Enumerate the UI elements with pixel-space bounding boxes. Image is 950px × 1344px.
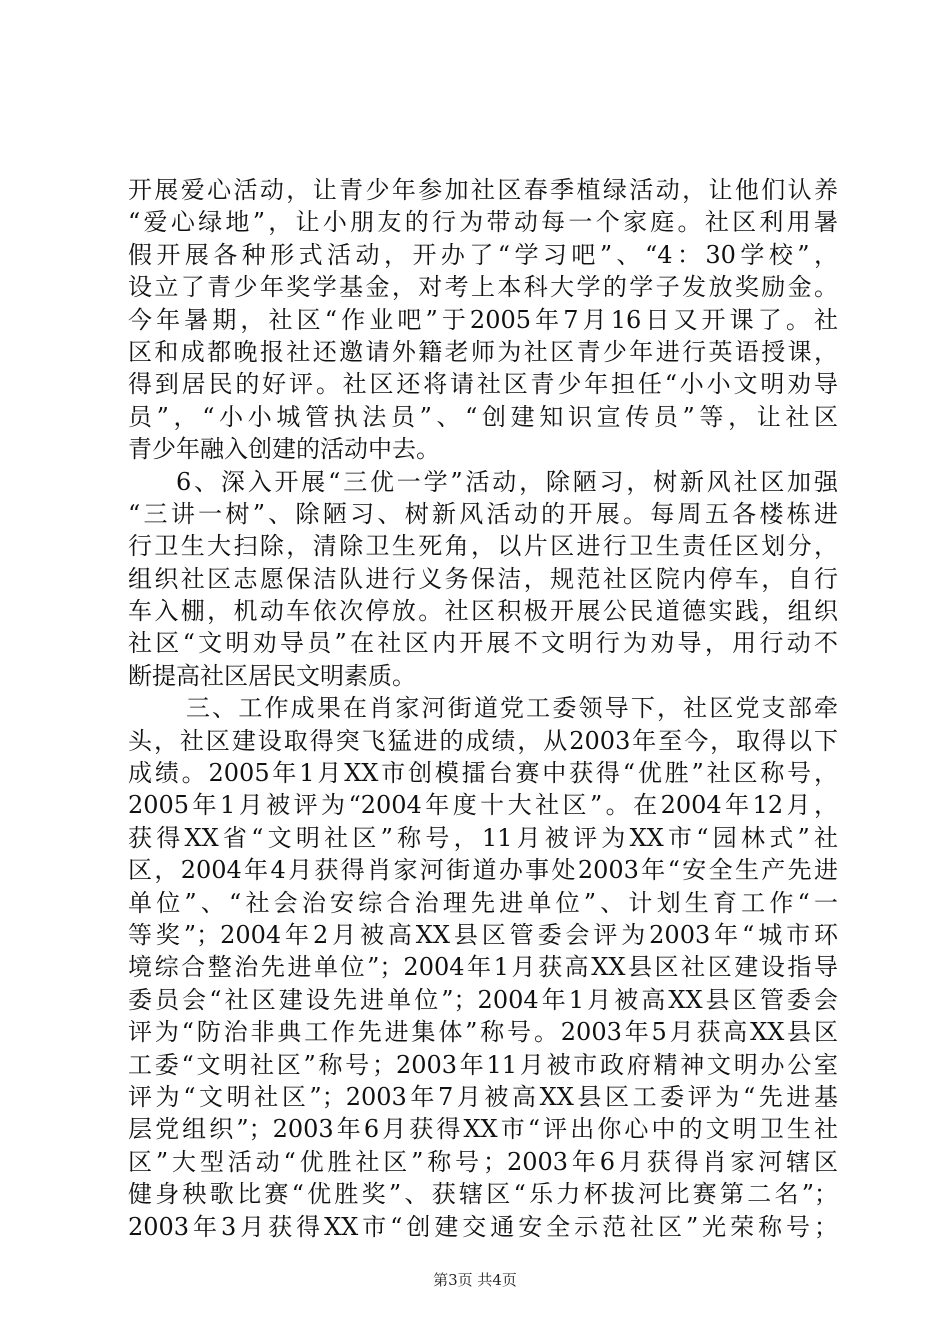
text-line: 层党组织”；2003年6月获得XX市“评出你心中的文明卫生社 — [128, 1115, 838, 1144]
text-line: 获得XX省“文明社区”称号，11月被评为XX市“园林式”社 — [128, 823, 838, 852]
text-line: 得到居民的好评。社区还将请社区青少年担任“小小文明劝导 — [128, 370, 838, 399]
text-line: 成绩。2005年1月XX市创模擂台赛中获得“优胜”社区称号， — [128, 759, 838, 788]
text-line: “爱心绿地”，让小朋友的行为带动每一个家庭。社区利用暑 — [128, 208, 838, 237]
text-line: 2005年1月被评为“2004年度十大社区”。在2004年12月， — [128, 791, 838, 820]
text-line: 今年暑期，社区“作业吧”于2005年7月16日又开课了。社 — [128, 305, 838, 334]
text-line: 组织社区志愿保洁队进行义务保洁，规范社区院内停车，自行 — [128, 564, 838, 593]
text-line: 委员会“社区建设先进单位”；2004年1月被高XX县区管委会 — [128, 985, 838, 1014]
text-line: 区”大型活动“优胜社区”称号；2003年6月获得肖家河辖区 — [128, 1147, 838, 1176]
text-line: 区，2004年4月获得肖家河街道办事处2003年“安全生产先进 — [128, 856, 838, 885]
paragraph-start-line: 三、工作成果在肖家河街道党工委领导下，社区党支部牵 — [186, 694, 838, 723]
text-line: 单位”、“社会治安综合治理先进单位”、计划生育工作“一 — [128, 888, 838, 917]
text-line: 评为“文明社区”；2003年7月被高XX县区工委评为“先进基 — [128, 1082, 838, 1111]
text-line: 等奖”；2004年2月被高XX县区管委会评为2003年“城市环 — [128, 920, 838, 949]
text-line: 区和成都晚报社还邀请外籍老师为社区青少年进行英语授课， — [128, 337, 838, 366]
text-line: 工委“文明社区”称号；2003年11月被市政府精神文明办公室 — [128, 1050, 838, 1079]
text-line: 假开展各种形式活动，开办了“学习吧”、“4：30学校”， — [128, 240, 838, 269]
text-line: “三讲一树”、除陋习、树新风活动的开展。每周五各楼栋进 — [128, 499, 838, 528]
text-line: 断提高社区居民文明素质。 — [128, 661, 416, 690]
text-line: 2003年3月获得XX市“创建交通安全示范社区”光荣称号； — [128, 1212, 838, 1241]
text-line: 评为“防治非典工作先进集体”称号。2003年5月获高XX县区 — [128, 1018, 838, 1047]
text-line: 设立了青少年奖学基金，对考上本科大学的学子发放奖励金。 — [128, 273, 838, 302]
text-line: 青少年融入创建的活动中去。 — [128, 435, 440, 464]
text-line: 头，社区建设取得突飞猛进的成绩，从2003年至今，取得以下 — [128, 726, 838, 755]
page-number-footer: 第3页 共4页 — [433, 1271, 517, 1289]
text-line: 开展爱心活动，让青少年参加社区春季植绿活动，让他们认养 — [128, 176, 838, 204]
text-line: 车入棚，机动车依次停放。社区积极开展公民道德实践，组织 — [128, 597, 838, 626]
body-text — [128, 174, 838, 1243]
text-line: 行卫生大扫除，清除卫生死角，以片区进行卫生责任区划分， — [128, 532, 838, 561]
text-line: 境综合整治先进单位”；2004年1月获高XX县区社区建设指导 — [128, 953, 838, 982]
paragraph-start-line: 6、深入开展“三优一学”活动，除陋习，树新风社区加强 — [176, 467, 838, 496]
text-line: 健身秧歌比赛“优胜奖”、获辖区“乐力杯拔河比赛第二名”； — [128, 1180, 838, 1209]
text-line: 员”，“小小城管执法员”、“创建知识宣传员”等，让社区 — [128, 402, 838, 431]
text-line: 社区“文明劝导员”在社区内开展不文明行为劝导，用行动不 — [128, 629, 838, 658]
